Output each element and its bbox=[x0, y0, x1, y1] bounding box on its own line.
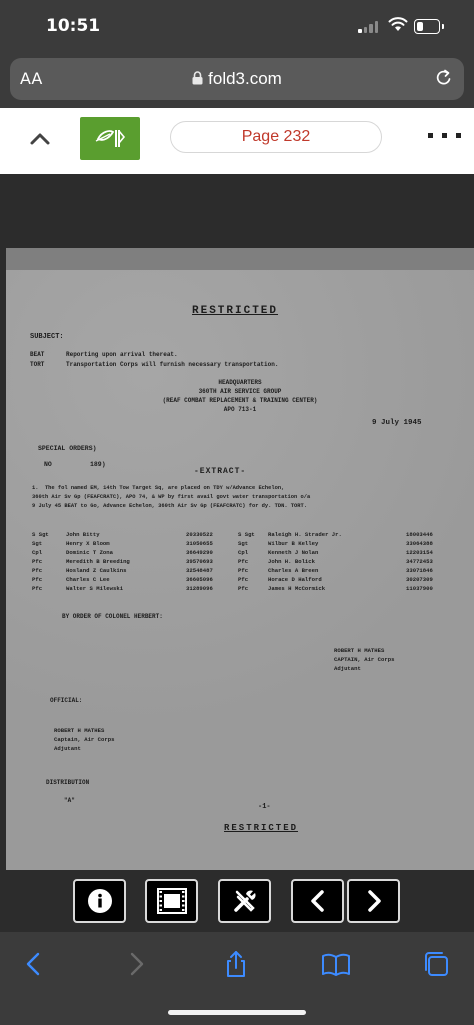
doc-name: Charles C Lee bbox=[66, 576, 110, 583]
doc-rank: Pfc bbox=[32, 567, 43, 574]
doc-rank: S Sgt bbox=[238, 531, 255, 538]
doc-name: Charles A Breen bbox=[268, 567, 319, 574]
wifi-icon bbox=[388, 16, 408, 32]
chevron-up-icon[interactable] bbox=[26, 125, 54, 153]
doc-hq-line: (REAF COMBAT REPLACEMENT & TRAINING CENTER) bbox=[162, 397, 318, 404]
doc-rank: Sgt bbox=[32, 540, 43, 547]
filmstrip-button[interactable] bbox=[145, 879, 198, 923]
doc-serial: 12203154 bbox=[406, 549, 433, 556]
doc-serial: 33064388 bbox=[406, 540, 433, 547]
doc-name: James H McCormick bbox=[268, 585, 326, 592]
page-indicator[interactable]: Page 232 bbox=[170, 121, 382, 153]
doc-name: Henry X Bloom bbox=[66, 540, 110, 547]
document-viewer[interactable] bbox=[0, 174, 474, 870]
doc-distribution: DISTRIBUTION bbox=[46, 779, 90, 786]
doc-serial: 30207309 bbox=[406, 576, 433, 583]
doc-intro-text: Transportation Corps will furnish necessary transportation. bbox=[66, 361, 279, 368]
address-area bbox=[0, 52, 474, 108]
doc-name: Hosland Z Caulkins bbox=[66, 567, 127, 574]
tabs-icon[interactable] bbox=[420, 948, 452, 980]
doc-serial: 33071846 bbox=[406, 567, 433, 574]
doc-signature-line: Adjutant bbox=[54, 745, 81, 752]
doc-name: John H. Bolick bbox=[268, 558, 315, 565]
doc-rank: Sgt bbox=[238, 540, 249, 547]
doc-hq-line: APO 713-1 bbox=[223, 406, 257, 413]
doc-serial: 36605096 bbox=[186, 576, 213, 583]
doc-name: Horace D Halford bbox=[268, 576, 322, 583]
home-indicator bbox=[168, 1010, 306, 1015]
leaf-icon bbox=[80, 117, 140, 160]
doc-by-order: BY ORDER OF COLONEL HERBERT: bbox=[62, 613, 163, 620]
doc-serial: 34772453 bbox=[406, 558, 433, 565]
doc-rank: Pfc bbox=[238, 567, 249, 574]
battery-level bbox=[417, 22, 423, 31]
text-size-button[interactable]: AA bbox=[20, 69, 43, 88]
doc-rank: Pfc bbox=[32, 558, 43, 565]
cellular-signal-icon bbox=[358, 20, 380, 33]
forward-icon[interactable] bbox=[120, 948, 152, 980]
doc-serial: 31050655 bbox=[186, 540, 213, 547]
status-time: 10:51 bbox=[46, 16, 101, 36]
viewer-controls bbox=[0, 870, 474, 932]
doc-name: Raleigh H. Strader Jr. bbox=[268, 531, 342, 538]
doc-serial: 11037900 bbox=[406, 585, 433, 592]
doc-intro-text: Reporting upon arrival thereat. bbox=[66, 351, 178, 358]
doc-signature-line: Captain, Air Corps bbox=[54, 736, 115, 743]
url-display[interactable] bbox=[10, 69, 464, 89]
doc-signature-line: ROBERT H MATHES bbox=[334, 647, 385, 654]
doc-rank: Pfc bbox=[238, 558, 249, 565]
doc-subject: SUBJECT: bbox=[30, 333, 64, 341]
doc-serial: 18003446 bbox=[406, 531, 433, 538]
doc-serial: 31289096 bbox=[186, 585, 213, 592]
doc-no-label: NO bbox=[44, 461, 52, 468]
doc-footer: RESTRICTED bbox=[224, 823, 299, 833]
document-image[interactable] bbox=[6, 248, 474, 870]
doc-order-number: 189) bbox=[90, 461, 106, 468]
doc-name: Dominic T Zona bbox=[66, 549, 113, 556]
address-bar[interactable] bbox=[10, 58, 464, 100]
doc-special-orders: SPECIAL ORDERS) bbox=[38, 445, 97, 452]
doc-name: Walter S Milewski bbox=[66, 585, 124, 592]
doc-paragraph-line: 360th Air Sv Gp (FEAFCRATC), APO 74, & WP by first avail govt water transportation o/a bbox=[32, 494, 311, 500]
share-icon[interactable] bbox=[220, 948, 252, 980]
doc-rank: Cpl bbox=[32, 549, 43, 556]
reload-icon[interactable] bbox=[434, 68, 454, 88]
filmstrip-icon bbox=[157, 888, 187, 914]
fold3-leaf-button[interactable] bbox=[80, 117, 140, 160]
doc-signature-line: Adjutant bbox=[334, 665, 361, 672]
doc-extract: -EXTRACT- bbox=[194, 467, 247, 476]
info-button[interactable] bbox=[73, 879, 126, 923]
doc-hq-line: 360TH AIR SERVICE GROUP bbox=[198, 388, 282, 395]
doc-page-number: -1- bbox=[258, 803, 271, 811]
doc-name: Meredith B Breeding bbox=[66, 558, 130, 565]
doc-paragraph-line: 9 July 45 BEAT to Go, Advance Echelon, 360th Air Sv Gp (FEAFCRATC) for dy. TDN. TORT. bbox=[32, 503, 307, 509]
previous-page-button[interactable] bbox=[291, 879, 344, 923]
status-bar bbox=[0, 0, 474, 52]
tools-button[interactable] bbox=[218, 879, 271, 923]
doc-rank: Pfc bbox=[32, 585, 43, 592]
info-icon bbox=[87, 888, 113, 914]
doc-name: Wilbur B Kelley bbox=[268, 540, 319, 547]
doc-rank: Pfc bbox=[238, 585, 249, 592]
doc-name: Kenneth J Nolan bbox=[268, 549, 319, 556]
doc-serial: 20330522 bbox=[186, 531, 213, 538]
chevron-right-icon bbox=[365, 889, 383, 913]
doc-name: John Bitty bbox=[66, 531, 100, 538]
url-text: fold3.com bbox=[208, 69, 282, 88]
doc-rank: Cpl bbox=[238, 549, 249, 556]
more-options-icon[interactable] bbox=[428, 131, 462, 141]
doc-rank: Pfc bbox=[238, 576, 249, 583]
doc-intro-code: TORT bbox=[30, 361, 45, 368]
document-edge bbox=[6, 248, 474, 270]
page-toolbar bbox=[0, 108, 474, 174]
doc-official: OFFICIAL: bbox=[50, 697, 83, 704]
doc-intro-code: BEAT bbox=[30, 351, 45, 358]
doc-signature-line: ROBERT H MATHES bbox=[54, 727, 105, 734]
doc-rank: S Sgt bbox=[32, 531, 49, 538]
doc-serial: 32548487 bbox=[186, 567, 213, 574]
doc-serial: 36649290 bbox=[186, 549, 213, 556]
tools-icon bbox=[232, 888, 258, 914]
doc-rank: Pfc bbox=[32, 576, 43, 583]
doc-distribution-value: "A" bbox=[64, 797, 75, 804]
doc-date: 9 July 1945 bbox=[372, 419, 422, 427]
next-page-button[interactable] bbox=[347, 879, 400, 923]
doc-serial: 39570693 bbox=[186, 558, 213, 565]
battery-icon bbox=[414, 19, 440, 34]
doc-hq-line: HEADQUARTERS bbox=[218, 379, 262, 386]
doc-signature-line: CAPTAIN, Air Corps bbox=[334, 656, 395, 663]
lock-icon bbox=[192, 71, 203, 85]
back-icon[interactable] bbox=[18, 948, 50, 980]
doc-paragraph-line: 1. The fol named EM, 14th Tow Target Sq, are placed on TDY w/Advance Echelon, bbox=[32, 485, 285, 491]
bookmarks-icon[interactable] bbox=[320, 948, 352, 980]
chevron-left-icon bbox=[309, 889, 327, 913]
doc-header: RESTRICTED bbox=[192, 305, 279, 317]
